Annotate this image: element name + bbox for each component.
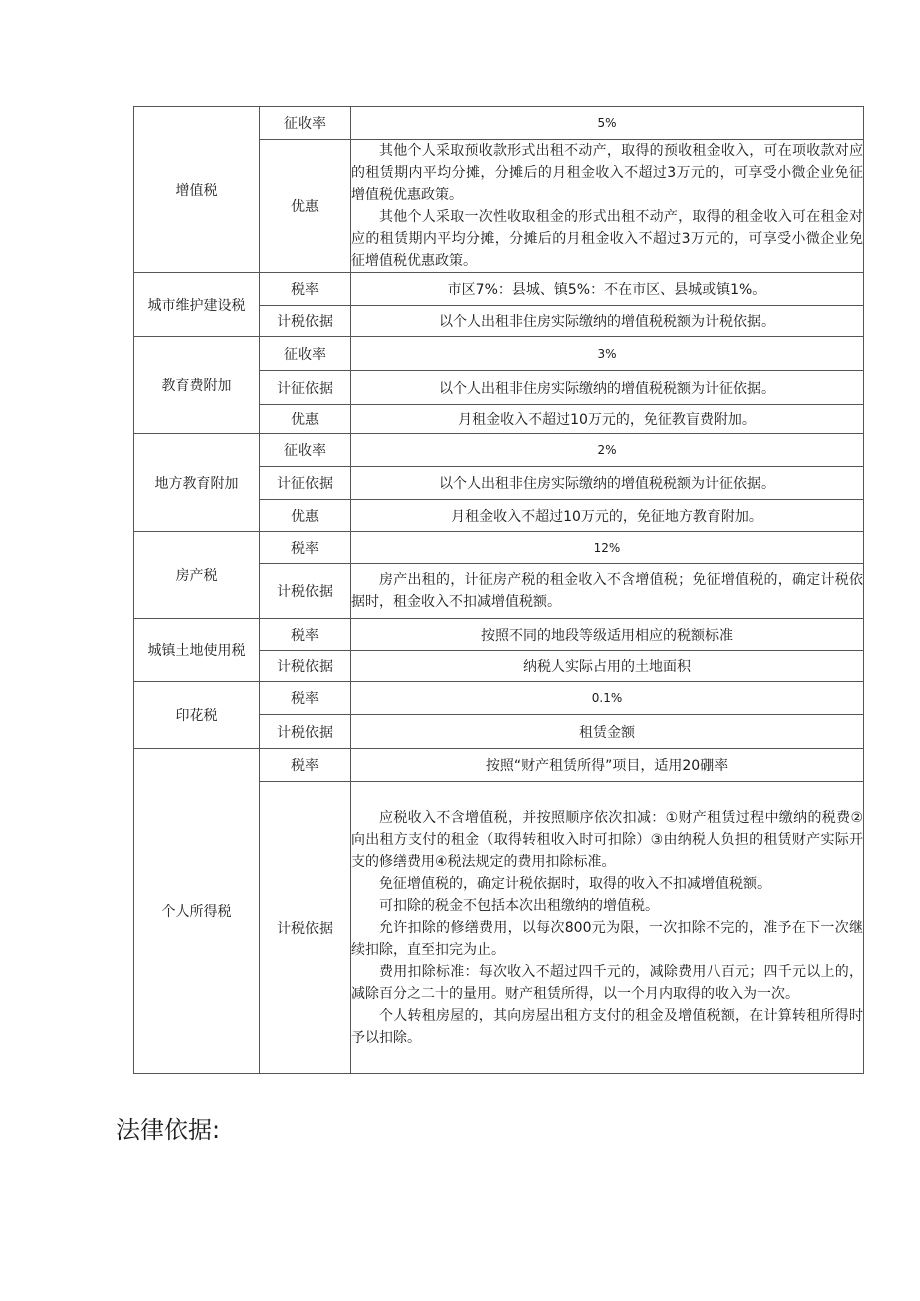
item-value: 纳税人实际占用的土地面积 bbox=[351, 651, 864, 682]
item-label: 征收率 bbox=[260, 434, 351, 467]
table-row bbox=[134, 532, 864, 564]
table-row bbox=[134, 619, 864, 651]
tax-name-urban: 城市维护建设税 bbox=[134, 273, 260, 337]
item-label: 计税依据 bbox=[260, 651, 351, 682]
item-label: 优惠 bbox=[260, 500, 351, 532]
tax-name-edu: 教育费附加 bbox=[134, 337, 260, 434]
tax-name-stamp: 印花税 bbox=[134, 682, 260, 749]
item-value: 5% bbox=[351, 107, 864, 140]
paragraph: 应税收入不含增值税，并按照顺序依次扣减：①财产租赁过程中缴纳的税费②向出租方支付的租金（取得转租收入时可扣除）③由纳税人负担的租赁财产实际开支的修缮费用④税法规定的费用扣除标准。 bbox=[351, 809, 863, 870]
item-label: 优惠 bbox=[260, 140, 351, 273]
item-label: 税率 bbox=[260, 273, 351, 306]
paragraph: 费用扣除标准：每次收入不超过四千元的，减除费用八百元；四千元以上的，减除百分之二十的量用。财产租赁所得，以一个月内取得的收入为一次。 bbox=[351, 963, 863, 1002]
legal-basis-heading: 法律依据: bbox=[116, 1116, 221, 1144]
item-value: 12% bbox=[351, 532, 864, 564]
item-label: 计税依据 bbox=[260, 782, 351, 1074]
paragraph: 房产出租的，计征房产税的租金收入不含增值税；免征增值税的，确定计税依据时，租金收入不扣减增值税额。 bbox=[351, 572, 863, 610]
item-label: 税率 bbox=[260, 749, 351, 782]
paragraph: 免征增值税的，确定计税依据时，取得的收入不扣减增值税额。 bbox=[379, 875, 771, 892]
tax-name-land: 城镇土地使用税 bbox=[134, 619, 260, 682]
item-value: 月租金收入不超过10万元的，免征教盲费附加。 bbox=[351, 405, 864, 434]
item-label: 征收率 bbox=[260, 107, 351, 140]
tax-name-vat: 增值税 bbox=[134, 107, 260, 273]
item-value: 月租金收入不超过10万元的，免征地方教育附加。 bbox=[351, 500, 864, 532]
item-value: 以个人出租非住房实际缴纳的增值税税额为计征依据。 bbox=[351, 467, 864, 500]
item-value: 按照不同的地段等级适用相应的税额标准 bbox=[351, 619, 864, 651]
tax-table bbox=[133, 106, 864, 1074]
item-label: 征收率 bbox=[260, 337, 351, 371]
table-row bbox=[134, 434, 864, 467]
table-row bbox=[134, 682, 864, 715]
item-value: 2% bbox=[351, 434, 864, 467]
table-row bbox=[134, 749, 864, 782]
item-label: 计税依据 bbox=[260, 306, 351, 337]
item-label: 税率 bbox=[260, 682, 351, 715]
item-label: 税率 bbox=[260, 532, 351, 564]
tax-name-income: 个人所得税 bbox=[134, 749, 260, 1074]
item-value: 0.1% bbox=[351, 682, 864, 715]
item-label: 计税依据 bbox=[260, 715, 351, 749]
item-value-paragraphs bbox=[351, 140, 864, 273]
tax-name-local-edu: 地方教育附加 bbox=[134, 434, 260, 532]
item-label: 计征依据 bbox=[260, 467, 351, 500]
paragraph: 可扣除的税金不包括本次出租缴纳的增值税。 bbox=[379, 897, 659, 914]
item-value-paragraphs bbox=[351, 564, 864, 619]
table-row bbox=[134, 337, 864, 371]
item-value: 租赁金额 bbox=[351, 715, 864, 749]
paragraph: 其他个人采取预收款形式出租不动产，取得的预收租金收入，可在项收款对应的租赁期内平均分摊，分摊后的月租金收入不超过3万元的，可享受小微企业免征增值税优惠政策。 bbox=[351, 143, 863, 203]
item-label: 计征依据 bbox=[260, 371, 351, 405]
paragraph: 允许扣除的修缮费用，以每次800元为限，一次扣除不完的，准予在下一次继续扣除，直至扣完为止。 bbox=[351, 919, 863, 958]
paragraph: 其他个人采取一次性收取租金的形式出租不动产，取得的租金收入可在租金对应的租赁期内平均分摊，分摊后的月租金收入不超过3万元的，可享受小微企业免征增值税优惠政策。 bbox=[351, 209, 863, 269]
item-value: 市区7%：县城、镇5%：不在市区、县城或镇1%。 bbox=[351, 273, 864, 306]
item-value: 以个人出租非住房实际缴纳的增值税税额为计征依据。 bbox=[351, 371, 864, 405]
item-label: 计税依据 bbox=[260, 564, 351, 619]
table-row bbox=[134, 273, 864, 306]
paragraph: 个人转租房屋的，其向房屋出租方支付的租金及增值税额，在计算转租所得时予以扣除。 bbox=[351, 1007, 863, 1046]
item-value: 按照“财产租赁所得”项目，适用20硼率 bbox=[351, 749, 864, 782]
item-label: 税率 bbox=[260, 619, 351, 651]
table-row bbox=[134, 107, 864, 140]
item-value-paragraphs bbox=[351, 782, 864, 1074]
tax-name-property: 房产税 bbox=[134, 532, 260, 619]
item-value: 3% bbox=[351, 337, 864, 371]
item-label: 优惠 bbox=[260, 405, 351, 434]
item-value: 以个人出租非住房实际缴纳的增值税税额为计税依据。 bbox=[351, 306, 864, 337]
